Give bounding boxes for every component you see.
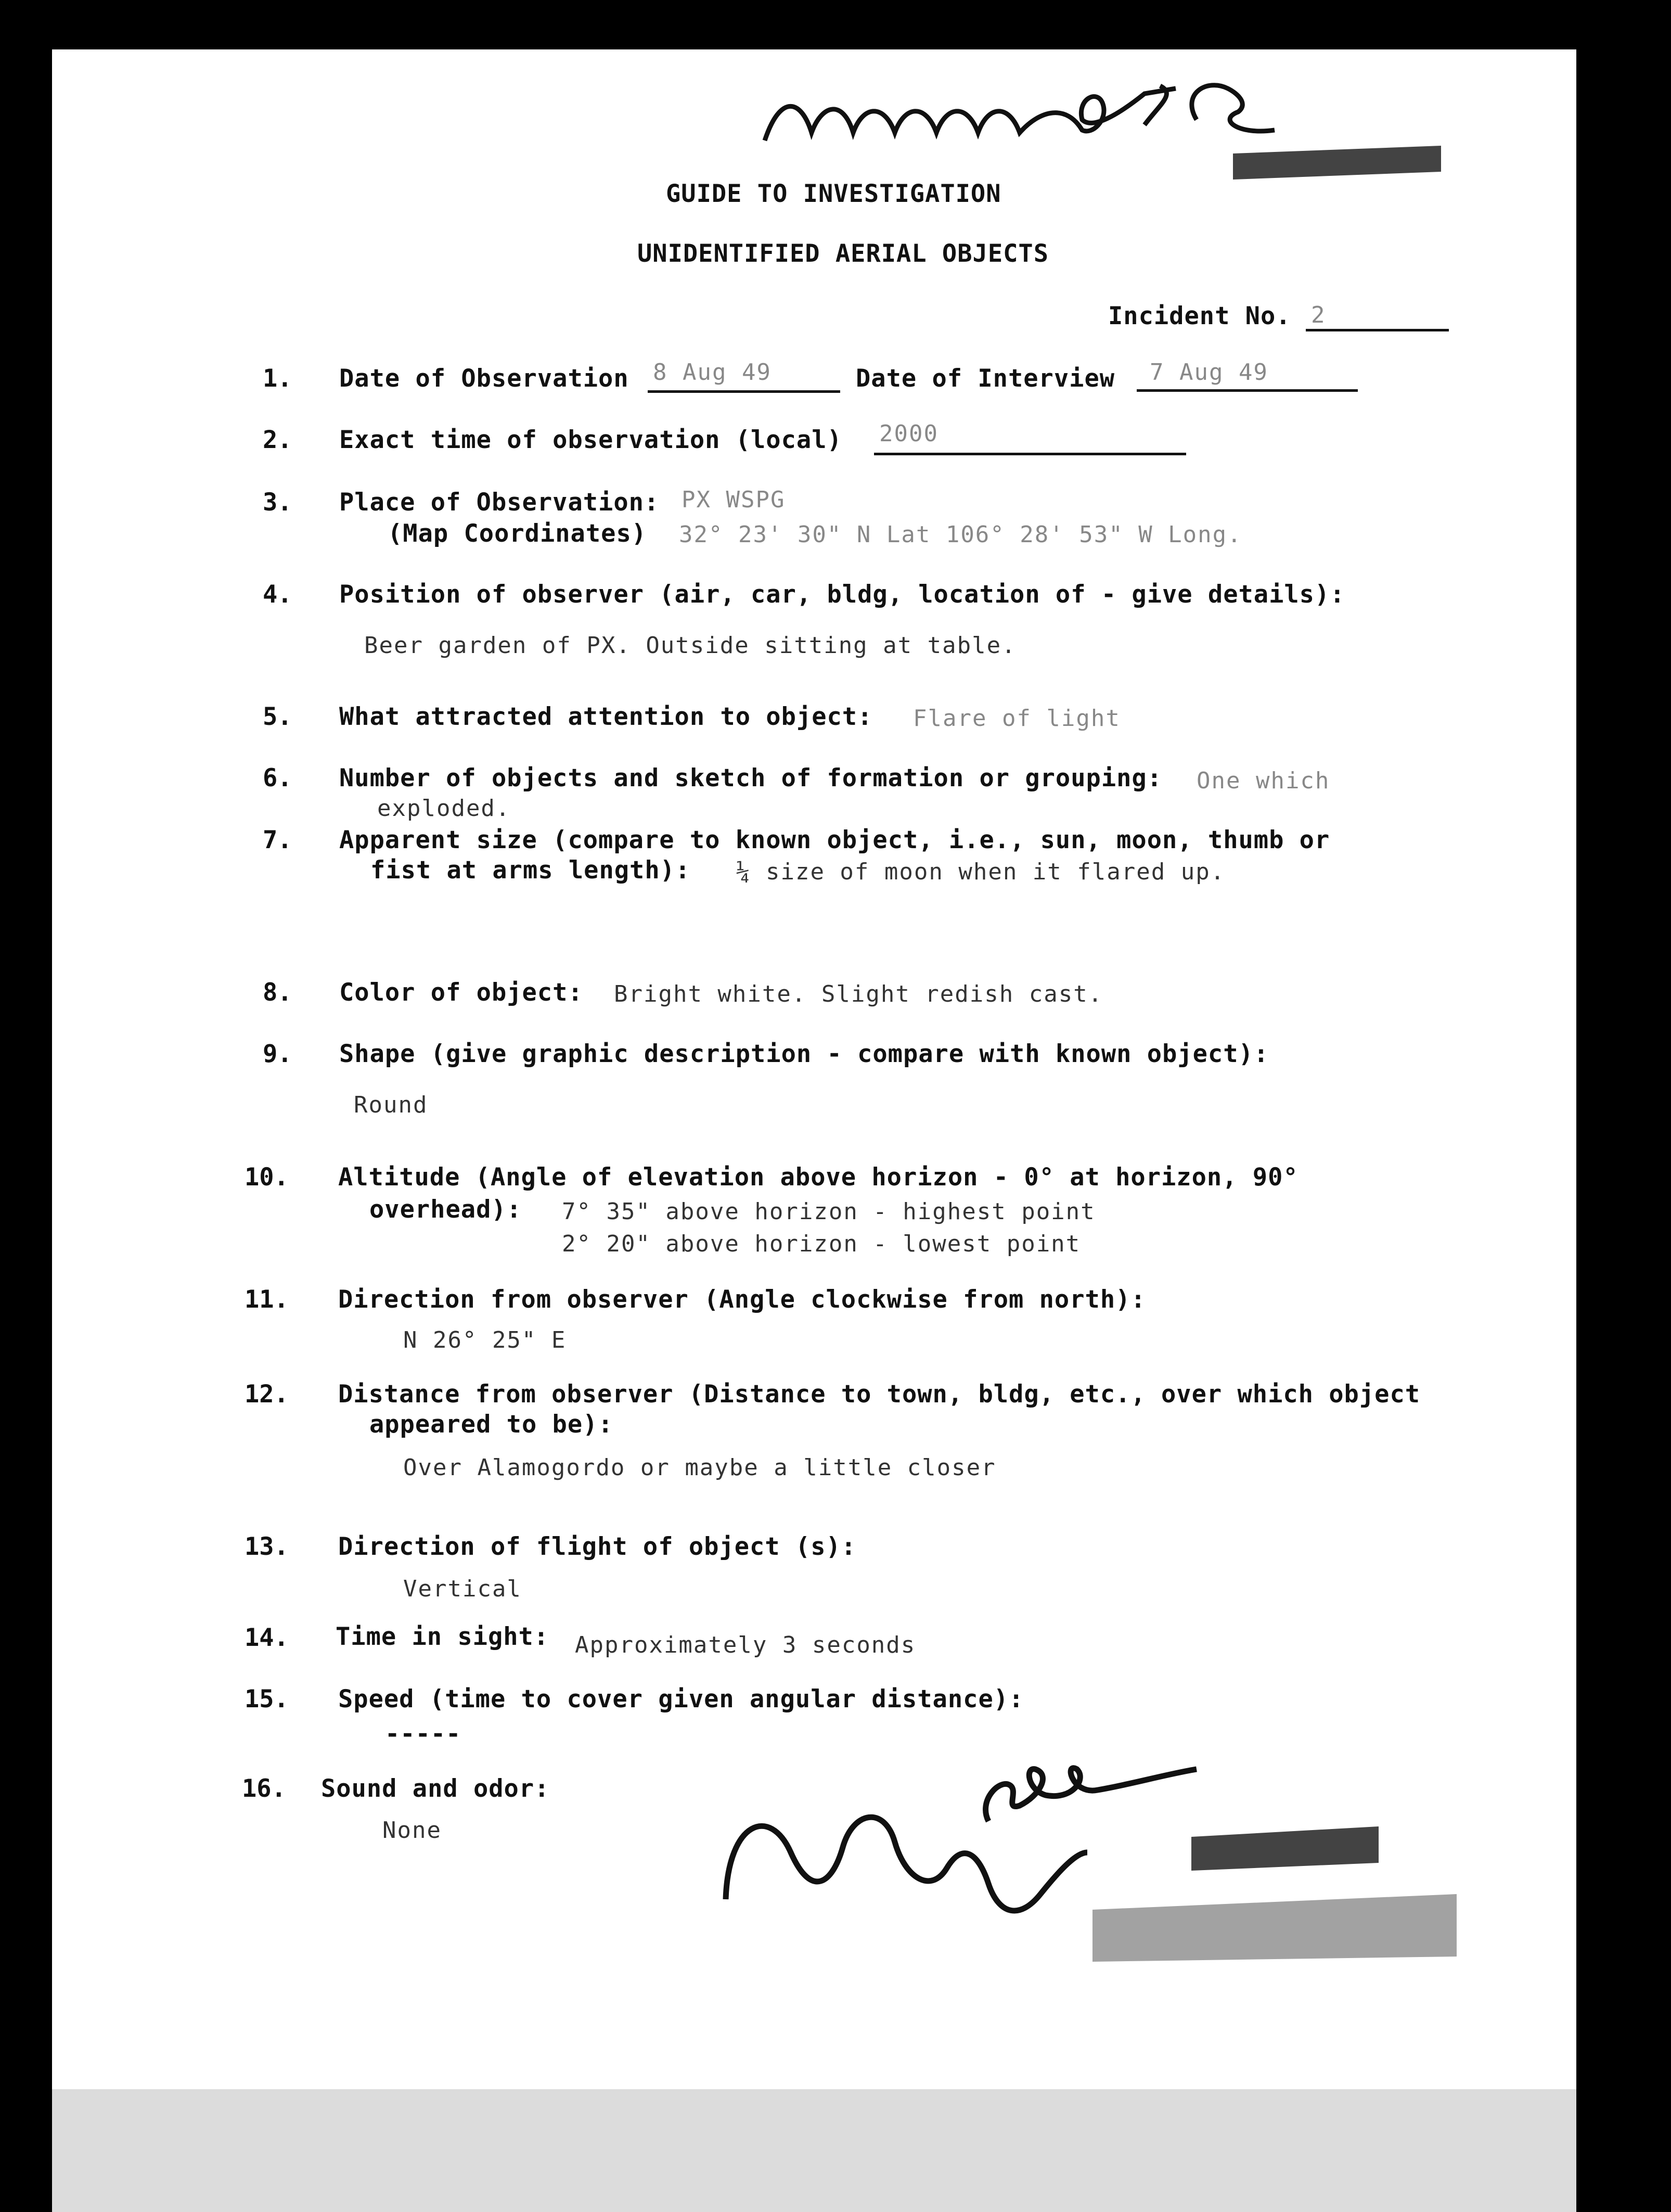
item-number-5: 5. bbox=[263, 702, 292, 731]
color-of-object-value: Bright white. Slight redish cast. bbox=[614, 981, 1103, 1007]
date-of-interview-value: 7 Aug 49 bbox=[1150, 359, 1268, 386]
place-of-observation-value: PX WSPG bbox=[682, 487, 786, 513]
speed-label: Speed (time to cover given angular distance): bbox=[338, 1685, 1024, 1714]
number-of-objects-value: One which bbox=[1197, 768, 1330, 794]
item-number-7: 7. bbox=[263, 826, 292, 854]
sound-and-odor-value: None bbox=[382, 1817, 442, 1844]
shape-label: Shape (give graphic description - compare with known object): bbox=[339, 1040, 1269, 1068]
item-number-9: 9. bbox=[263, 1040, 292, 1068]
apparent-size-value: ¼ size of moon when it flared up. bbox=[736, 859, 1226, 885]
item-number-12: 12. bbox=[245, 1380, 289, 1409]
altitude-highest-value: 7° 35" above horizon - highest point bbox=[562, 1198, 1096, 1225]
place-of-observation-label: Place of Observation: bbox=[339, 488, 660, 517]
speed-value: ----- bbox=[385, 1720, 461, 1748]
item-number-14: 14. bbox=[245, 1623, 289, 1652]
direction-of-flight-label: Direction of flight of object (s): bbox=[338, 1532, 857, 1561]
color-of-object-label: Color of object: bbox=[339, 978, 583, 1007]
item-number-2: 2. bbox=[263, 426, 292, 454]
date-of-observation-value: 8 Aug 49 bbox=[653, 359, 772, 386]
map-coordinates-value: 32° 23' 30" N Lat 106° 28' 53" W Long. bbox=[679, 521, 1242, 548]
attracted-attention-label: What attracted attention to object: bbox=[339, 702, 873, 731]
direction-of-flight-value: Vertical bbox=[403, 1576, 522, 1602]
item-number-1: 1. bbox=[263, 364, 292, 393]
item-number-15: 15. bbox=[245, 1685, 289, 1714]
altitude-label: Altitude (Angle of elevation above horizon - 0° at horizon, 90° bbox=[338, 1163, 1299, 1192]
apparent-size-label: Apparent size (compare to known object, i.e., sun, moon, thumb or bbox=[339, 826, 1330, 854]
number-of-objects-value-cont: exploded. bbox=[377, 795, 511, 822]
document-subtitle: UNIDENTIFIED AERIAL OBJECTS bbox=[637, 239, 1049, 268]
item-number-8: 8. bbox=[263, 978, 292, 1007]
time-in-sight-value: Approximately 3 seconds bbox=[575, 1632, 916, 1658]
incident-value: 2 bbox=[1311, 302, 1326, 328]
item-number-3: 3. bbox=[263, 488, 292, 517]
number-of-objects-label: Number of objects and sketch of formation or grouping: bbox=[339, 764, 1163, 792]
direction-from-observer-value: N 26° 25" E bbox=[403, 1327, 567, 1353]
date-of-observation-label: Date of Observation bbox=[339, 364, 629, 393]
time-in-sight-label: Time in sight: bbox=[336, 1622, 549, 1651]
altitude-lowest-value: 2° 20" above horizon - lowest point bbox=[562, 1231, 1081, 1257]
item-number-16: 16. bbox=[242, 1774, 286, 1803]
item-number-11: 11. bbox=[245, 1285, 289, 1314]
position-of-observer-value: Beer garden of PX. Outside sitting at table. bbox=[364, 632, 1017, 659]
item-number-10: 10. bbox=[245, 1163, 289, 1192]
map-coordinates-label: (Map Coordinates) bbox=[388, 519, 647, 548]
item-number-6: 6. bbox=[263, 764, 292, 792]
direction-from-observer-label: Direction from observer (Angle clockwise from north): bbox=[338, 1285, 1146, 1314]
sound-and-odor-label: Sound and odor: bbox=[321, 1774, 550, 1803]
position-of-observer-label: Position of observer (air, car, bldg, location of - give details): bbox=[339, 580, 1345, 609]
distance-value: Over Alamogordo or maybe a little closer bbox=[403, 1454, 996, 1481]
apparent-size-label-cont: fist at arms length): bbox=[370, 856, 691, 885]
exact-time-label: Exact time of observation (local) bbox=[339, 426, 842, 454]
exact-time-value: 2000 bbox=[879, 420, 939, 447]
incident-label: Incident No. bbox=[1108, 302, 1291, 330]
shape-value: Round bbox=[354, 1092, 428, 1118]
document-title: GUIDE TO INVESTIGATION bbox=[666, 180, 1001, 208]
attracted-attention-value: Flare of light bbox=[913, 705, 1121, 732]
distance-label: Distance from observer (Distance to town, bldg, etc., over which object bbox=[338, 1380, 1421, 1409]
item-number-4: 4. bbox=[263, 580, 292, 609]
distance-label-cont: appeared to be): bbox=[369, 1410, 613, 1439]
date-of-interview-label: Date of Interview bbox=[856, 364, 1115, 393]
altitude-label-cont: overhead): bbox=[369, 1195, 522, 1224]
item-number-13: 13. bbox=[245, 1532, 289, 1561]
